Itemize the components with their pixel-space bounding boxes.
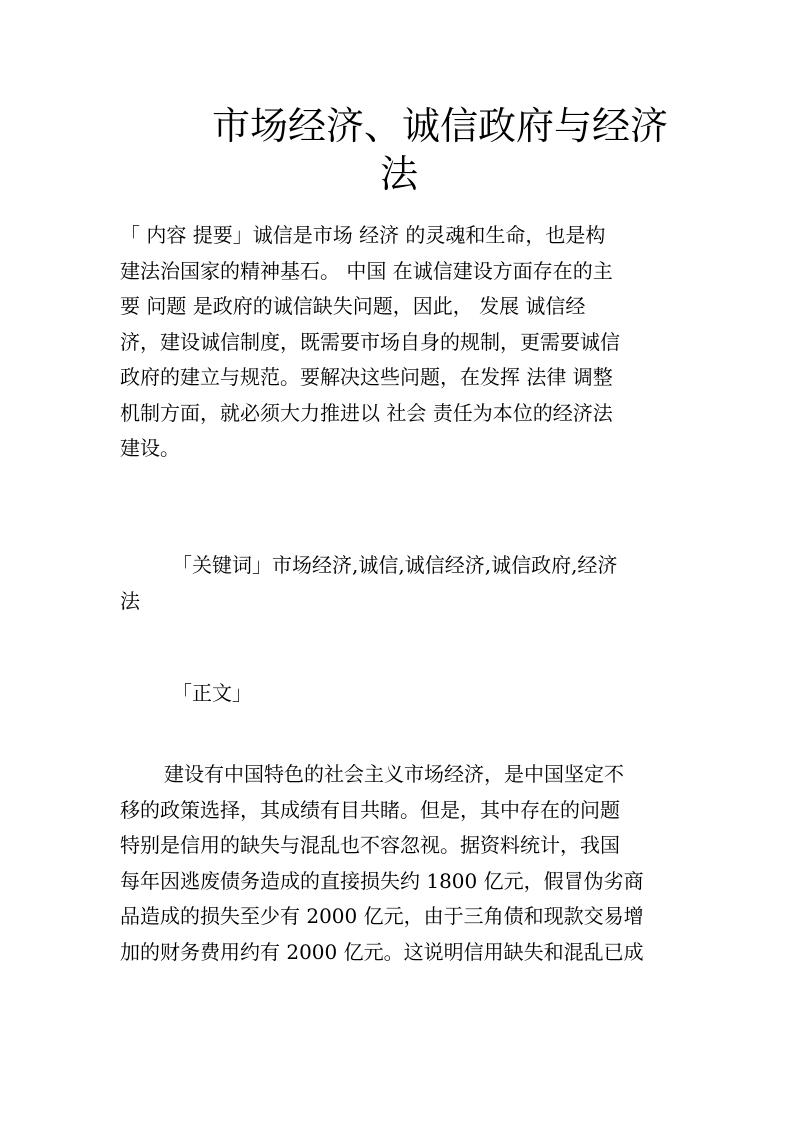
body-line: 移的政策选择，其成绩有目共睹。但是，其中存在的问题	[120, 797, 620, 822]
body-line: 特别是信用的缺失与混乱也不容忽视。据资料统计，我国	[120, 833, 620, 857]
section-heading: 「正文」	[172, 681, 252, 705]
abstract-paragraph	[120, 218, 676, 467]
body-line: 建设有中国特色的社会主义市场经济，是中国坚定不	[164, 762, 624, 786]
body-line: 加的财务费用约有 2000 亿元。这说明信用缺失和混乱已成	[120, 939, 644, 964]
document-title-line-2: 法	[380, 152, 419, 196]
keywords-line: 「关键词」市场经济,诚信,诚信经济,诚信政府,经济	[172, 553, 618, 577]
abstract-line: 建设。	[120, 436, 180, 460]
document-title-line-1: 市场经济、诚信政府与经济	[212, 104, 669, 148]
keywords-paragraph	[120, 548, 676, 619]
body-paragraph	[120, 757, 676, 970]
abstract-line: 机制方面，就必须大力推进以 社会 责任为本位的经济法	[120, 400, 613, 425]
abstract-line: 要 问题 是政府的诚信缺失问题，因此， 发展 诚信经	[120, 294, 586, 318]
keywords-line: 法	[120, 588, 140, 613]
abstract-line: 建法治国家的精神基石。 中国 在诚信建设方面存在的主	[120, 258, 613, 283]
abstract-line: 政府的建立与规范。要解决这些问题，在发挥 法律 调整	[120, 365, 613, 389]
body-line: 每年因逃废债务造成的直接损失约 1800 亿元，假冒伪劣商	[120, 868, 644, 893]
abstract-line: 济，建设诚信制度，既需要市场自身的规制，更需要诚信	[120, 329, 620, 354]
abstract-line: 「 内容 提要」诚信是市场 经济 的灵魂和生命，也是构	[120, 223, 606, 247]
body-line: 品造成的损失至少有 2000 亿元，由于三角债和现款交易增	[120, 904, 644, 928]
